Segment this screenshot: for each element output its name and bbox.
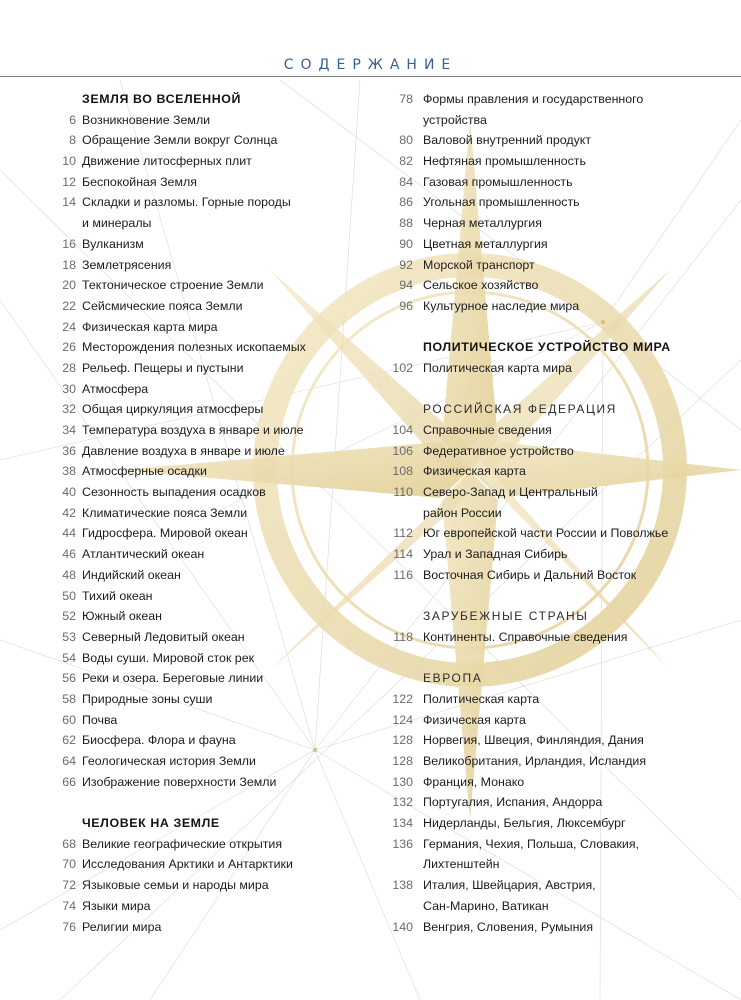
page-number: 110 bbox=[393, 485, 413, 500]
page-number: 108 bbox=[392, 464, 413, 479]
entry-title: Сельское хозяйство bbox=[423, 278, 539, 293]
entry-title: Северный Ледовитый океан bbox=[82, 629, 245, 644]
page-number: 28 bbox=[62, 360, 76, 375]
toc-entry bbox=[20, 130, 360, 151]
page-number: 18 bbox=[62, 257, 76, 272]
spacer bbox=[362, 379, 732, 400]
page-number: 78 bbox=[399, 92, 413, 106]
entry-title: Федеративное устройство bbox=[423, 443, 574, 458]
toc-entry bbox=[362, 461, 732, 482]
toc-entry-continuation bbox=[20, 213, 360, 234]
entry-title: Природные зоны суши bbox=[82, 691, 213, 706]
toc-entry-continuation bbox=[362, 854, 732, 875]
entry-title: Цветная металлургия bbox=[423, 236, 548, 251]
toc-entry bbox=[20, 317, 360, 338]
page-number: 26 bbox=[62, 340, 76, 355]
entry-title: Исследования Арктики и Антарктики bbox=[82, 857, 293, 872]
entry-title: Реки и озера. Береговые линии bbox=[82, 671, 264, 686]
spacer bbox=[362, 317, 732, 338]
page-number: 48 bbox=[62, 567, 76, 582]
entry-title: Политическая карта bbox=[423, 691, 540, 706]
toc-entry bbox=[362, 813, 732, 834]
page-number: 56 bbox=[62, 671, 76, 686]
page-number: 36 bbox=[62, 443, 76, 458]
page-number: 72 bbox=[62, 878, 76, 893]
page-number: 134 bbox=[392, 816, 413, 831]
toc-entry bbox=[362, 730, 732, 751]
entry-title: Атлантический океан bbox=[82, 547, 205, 562]
entry-title: район России bbox=[423, 505, 502, 520]
toc-entry bbox=[20, 875, 360, 896]
toc-entry bbox=[362, 151, 732, 172]
entry-title: Лихтенштейн bbox=[423, 857, 500, 872]
entry-title: Справочные сведения bbox=[423, 423, 552, 437]
toc-entry bbox=[20, 627, 360, 648]
toc-entry bbox=[20, 275, 360, 296]
entry-title: и минералы bbox=[82, 216, 152, 231]
page-number: 136 bbox=[392, 836, 413, 851]
toc-left-column bbox=[20, 89, 360, 937]
entry-title: Италия, Швейцария, Австрия, bbox=[423, 878, 596, 893]
toc-entry bbox=[20, 544, 360, 565]
title-rule bbox=[0, 76, 741, 77]
entry-title: Воды суши. Мировой сток рек bbox=[82, 650, 255, 665]
toc-entry bbox=[362, 358, 732, 379]
page-number: 42 bbox=[62, 505, 76, 520]
page-number: 60 bbox=[62, 712, 76, 727]
toc-entry bbox=[362, 875, 732, 896]
entry-title: Урал и Западная Сибирь bbox=[423, 547, 568, 562]
toc-entry bbox=[20, 110, 360, 131]
entry-title: Восточная Сибирь и Дальний Восток bbox=[423, 567, 637, 582]
entry-title: Индийский океан bbox=[82, 567, 181, 582]
page-number: 52 bbox=[62, 609, 76, 624]
entry-title: Юг европейской части России и Поволжье bbox=[423, 526, 669, 541]
toc-entry bbox=[20, 461, 360, 482]
page-number: 104 bbox=[392, 423, 413, 437]
page-number: 6 bbox=[69, 112, 76, 127]
section-heading: ПОЛИТИЧЕСКОЕ УСТРОЙСТВО МИРА bbox=[423, 340, 671, 355]
entry-title: устройства bbox=[423, 112, 487, 127]
page-title: СОДЕРЖАНИЕ bbox=[283, 57, 458, 73]
page-number: 16 bbox=[62, 236, 76, 251]
page-number: 34 bbox=[62, 423, 76, 437]
toc-entry bbox=[362, 130, 732, 151]
entry-title: Обращение Земли вокруг Солнца bbox=[82, 133, 278, 148]
page-number: 8 bbox=[69, 133, 76, 148]
page-number: 40 bbox=[62, 485, 76, 500]
entry-title: Венгрия, Словения, Румыния bbox=[423, 919, 594, 934]
page-number: 44 bbox=[62, 526, 76, 541]
entry-title: Политическая карта мира bbox=[423, 360, 572, 375]
entry-title: Атмосферные осадки bbox=[82, 464, 207, 479]
toc-entry bbox=[20, 523, 360, 544]
entry-title: Гидросфера. Мировой океан bbox=[82, 526, 248, 541]
spacer bbox=[362, 648, 732, 669]
page-number: 58 bbox=[62, 691, 76, 706]
entry-title: Франция, Монако bbox=[423, 774, 525, 789]
toc-entry-continuation bbox=[362, 503, 732, 524]
page-number: 22 bbox=[62, 298, 76, 313]
spacer bbox=[20, 792, 360, 813]
entry-title: Южный океан bbox=[82, 609, 162, 624]
toc-entry bbox=[362, 523, 732, 544]
toc-entry bbox=[362, 544, 732, 565]
page-number: 38 bbox=[62, 464, 76, 479]
page-number: 118 bbox=[393, 629, 413, 644]
entry-title: Давление воздуха в январе и июле bbox=[82, 443, 285, 458]
toc-entry bbox=[20, 710, 360, 731]
toc-entry bbox=[20, 503, 360, 524]
entry-title: Сезонность выпадения осадков bbox=[82, 485, 266, 500]
page-number: 128 bbox=[392, 733, 413, 748]
page-number: 62 bbox=[62, 733, 76, 748]
toc-entry bbox=[362, 917, 732, 938]
page-number: 53 bbox=[62, 629, 76, 644]
entry-title: Германия, Чехия, Польша, Словакия, bbox=[423, 836, 639, 851]
toc-entry bbox=[362, 565, 732, 586]
toc-entry bbox=[362, 751, 732, 772]
page-number: 94 bbox=[399, 278, 413, 293]
toc-entry bbox=[20, 917, 360, 938]
entry-title: Изображение поверхности Земли bbox=[82, 774, 277, 789]
toc-entry bbox=[20, 337, 360, 358]
toc-entry bbox=[20, 668, 360, 689]
toc-entry bbox=[362, 255, 732, 276]
toc-entry-continuation bbox=[362, 896, 732, 917]
page-number: 88 bbox=[399, 216, 413, 231]
entry-title: Морской транспорт bbox=[423, 257, 535, 272]
entry-title: Почва bbox=[82, 712, 118, 727]
entry-title: Черная металлургия bbox=[423, 216, 542, 231]
page-number: 10 bbox=[62, 154, 76, 169]
page-number: 116 bbox=[393, 567, 413, 582]
toc-entry bbox=[20, 730, 360, 751]
subsection-heading: ЕВРОПА bbox=[423, 671, 483, 686]
page-number: 12 bbox=[62, 174, 76, 189]
toc-entry bbox=[362, 710, 732, 731]
entry-title: Складки и разломы. Горные породы bbox=[82, 195, 291, 210]
entry-title: Валовой внутренний продукт bbox=[423, 133, 592, 148]
entry-title: Языки мира bbox=[82, 898, 151, 913]
toc-entry bbox=[20, 648, 360, 669]
page-number: 66 bbox=[62, 774, 76, 789]
toc-entry bbox=[362, 192, 732, 213]
page-number: 112 bbox=[393, 526, 413, 541]
toc-entry bbox=[362, 89, 732, 110]
entry-title: Физическая карта bbox=[423, 464, 526, 479]
page-number: 102 bbox=[392, 360, 413, 375]
toc-entry bbox=[20, 772, 360, 793]
toc-entry bbox=[20, 834, 360, 855]
entry-title: Беспокойная Земля bbox=[82, 174, 197, 189]
toc-entry bbox=[362, 689, 732, 710]
toc-entry bbox=[20, 565, 360, 586]
entry-title: Месторождения полезных ископаемых bbox=[82, 340, 306, 355]
toc-entry bbox=[362, 420, 732, 441]
entry-title: Физическая карта мира bbox=[82, 319, 218, 334]
toc-entry-continuation bbox=[362, 110, 732, 131]
toc-entry bbox=[362, 772, 732, 793]
toc-entry bbox=[362, 213, 732, 234]
entry-title: Общая циркуляция атмосферы bbox=[82, 402, 264, 417]
toc-entry bbox=[20, 854, 360, 875]
toc-right-column bbox=[362, 89, 732, 937]
page-number: 106 bbox=[392, 443, 413, 458]
page-number: 76 bbox=[62, 919, 76, 934]
entry-title: Температура воздуха в январе и июле bbox=[82, 423, 304, 437]
entry-title: Атмосфера bbox=[82, 381, 149, 396]
toc-entry bbox=[20, 896, 360, 917]
toc-entry bbox=[20, 441, 360, 462]
entry-title: Великобритания, Ирландия, Исландия bbox=[423, 754, 647, 768]
page-number: 80 bbox=[399, 133, 413, 148]
page-number: 124 bbox=[392, 712, 413, 727]
subsection-heading: РОССИЙСКАЯ ФЕДЕРАЦИЯ bbox=[423, 402, 617, 417]
page-number: 68 bbox=[62, 836, 76, 851]
toc-entry bbox=[362, 172, 732, 193]
entry-title: Сан-Марино, Ватикан bbox=[423, 898, 549, 913]
page-number: 90 bbox=[399, 236, 413, 251]
page-number: 138 bbox=[392, 878, 413, 893]
toc-entry bbox=[20, 151, 360, 172]
toc-entry bbox=[20, 482, 360, 503]
entry-title: Угольная промышленность bbox=[423, 195, 580, 210]
subsection-heading: ЗАРУБЕЖНЫЕ СТРАНЫ bbox=[423, 609, 589, 624]
toc-entry bbox=[20, 192, 360, 213]
entry-title: Тихий океан bbox=[82, 588, 153, 603]
toc-entry bbox=[20, 606, 360, 627]
page-number: 70 bbox=[62, 857, 76, 872]
toc-entry bbox=[20, 420, 360, 441]
page-number: 46 bbox=[62, 547, 76, 562]
toc-entry bbox=[362, 482, 732, 503]
page-number: 128 bbox=[392, 754, 413, 768]
page-number: 132 bbox=[392, 795, 413, 810]
entry-title: Геологическая история Земли bbox=[82, 754, 256, 768]
entry-title: Возникновение Земли bbox=[82, 112, 211, 127]
page-number: 122 bbox=[392, 691, 413, 706]
page-number: 82 bbox=[399, 154, 413, 169]
toc-entry bbox=[20, 586, 360, 607]
page-number: 32 bbox=[62, 402, 76, 417]
entry-title: Движение литосферных плит bbox=[82, 154, 252, 169]
page-number: 54 bbox=[62, 650, 76, 665]
entry-title: Языковые семьи и народы мира bbox=[82, 878, 269, 893]
page-number: 14 bbox=[62, 195, 76, 210]
section-heading: ЧЕЛОВЕК НА ЗЕМЛЕ bbox=[82, 816, 220, 831]
toc-entry bbox=[362, 834, 732, 855]
entry-title: Биосфера. Флора и фауна bbox=[82, 733, 236, 748]
toc-entry bbox=[362, 234, 732, 255]
toc-entry bbox=[362, 627, 732, 648]
page-number: 130 bbox=[392, 774, 413, 789]
page-number: 24 bbox=[62, 319, 76, 334]
page-number: 20 bbox=[62, 278, 76, 293]
entry-title: Физическая карта bbox=[423, 712, 526, 727]
entry-title: Рельеф. Пещеры и пустыни bbox=[82, 360, 244, 375]
page-number: 86 bbox=[399, 195, 413, 210]
page-number: 84 bbox=[399, 174, 413, 189]
toc-entry bbox=[362, 275, 732, 296]
entry-title: Газовая промышленность bbox=[423, 174, 573, 189]
toc-entry bbox=[20, 172, 360, 193]
toc-entry bbox=[362, 441, 732, 462]
entry-title: Землетрясения bbox=[82, 257, 172, 272]
page-number: 50 bbox=[62, 588, 76, 603]
entry-title: Религии мира bbox=[82, 919, 162, 934]
toc-entry bbox=[20, 751, 360, 772]
toc-entry bbox=[20, 689, 360, 710]
entry-title: Вулканизм bbox=[82, 236, 144, 251]
entry-title: Формы правления и государственного bbox=[423, 92, 644, 106]
entry-title: Нидерланды, Бельгия, Люксембург bbox=[423, 816, 626, 831]
toc-entry bbox=[20, 255, 360, 276]
entry-title: Великие географические открытия bbox=[82, 836, 283, 851]
entry-title: Португалия, Испания, Андорра bbox=[423, 795, 603, 810]
entry-title: Норвегия, Швеция, Финляндия, Дания bbox=[423, 733, 644, 748]
section-heading: ЗЕМЛЯ ВО ВСЕЛЕННОЙ bbox=[82, 92, 241, 106]
entry-title: Северо-Запад и Центральный bbox=[423, 485, 598, 500]
page-number: 96 bbox=[399, 298, 413, 313]
entry-title: Сейсмические пояса Земли bbox=[82, 298, 243, 313]
page-number: 30 bbox=[62, 381, 76, 396]
entry-title: Нефтяная промышленность bbox=[423, 154, 586, 169]
toc-entry bbox=[20, 296, 360, 317]
page-number: 74 bbox=[62, 898, 76, 913]
spacer bbox=[362, 586, 732, 607]
entry-title: Культурное наследие мира bbox=[423, 298, 580, 313]
page-number: 92 bbox=[399, 257, 413, 272]
toc-entry bbox=[362, 296, 732, 317]
toc-entry bbox=[362, 792, 732, 813]
entry-title: Континенты. Справочные сведения bbox=[423, 629, 628, 644]
entry-title: Тектоническое строение Земли bbox=[82, 278, 264, 293]
page-number: 114 bbox=[393, 547, 413, 562]
page-number: 140 bbox=[392, 919, 413, 934]
entry-title: Климатические пояса Земли bbox=[82, 505, 248, 520]
toc-entry bbox=[20, 379, 360, 400]
toc-entry bbox=[20, 234, 360, 255]
toc-entry bbox=[20, 358, 360, 379]
page-number: 64 bbox=[62, 754, 76, 768]
toc-entry bbox=[20, 399, 360, 420]
